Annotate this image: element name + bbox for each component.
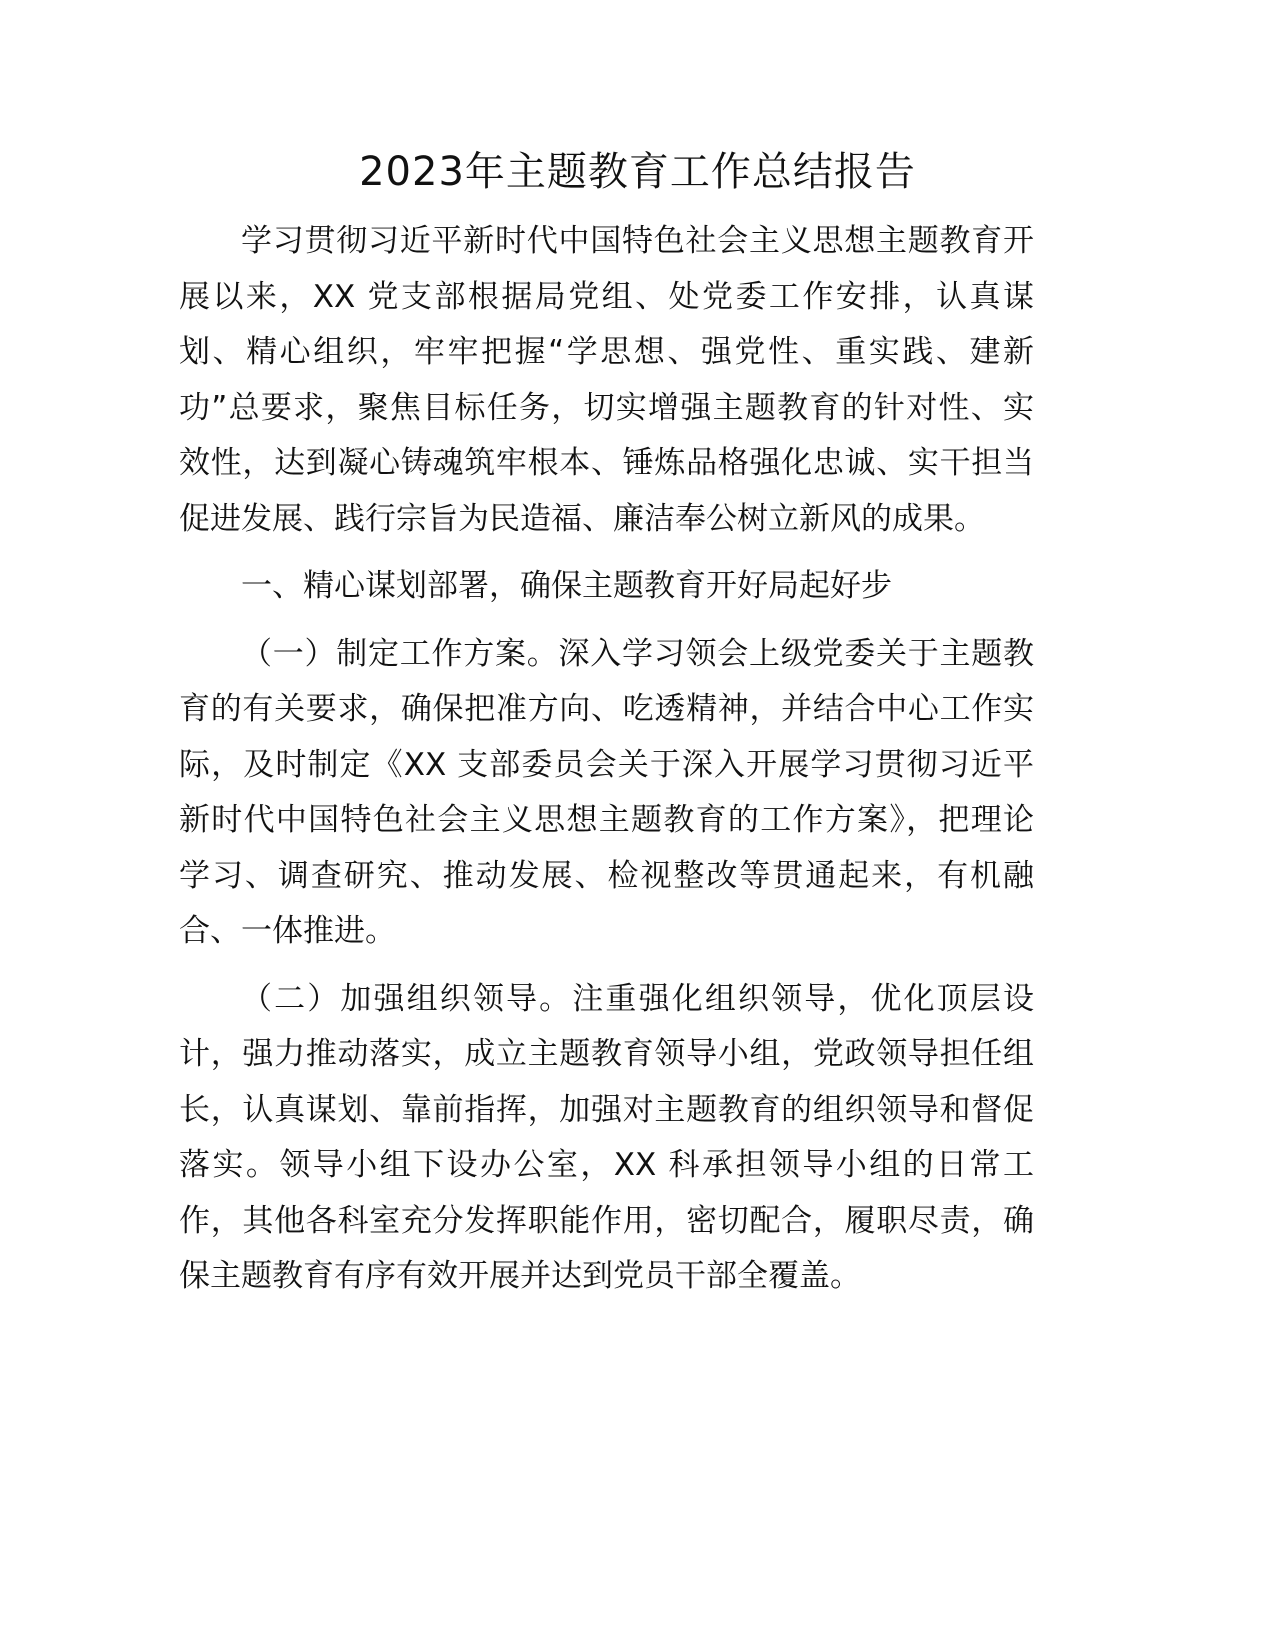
paragraph-line: 促进发展、践行宗旨为民造福、廉洁奉公树立新风的成果。 [179,500,985,537]
paragraph-line: 展以来，XX 党支部根据局党组、处党委工作安排，认真谋 [179,278,1034,315]
paragraph-line: 计，强力推动落实，成立主题教育领导小组，党政领导担任组 [179,1036,1034,1072]
document-title: 2023年主题教育工作总结报告 [359,149,916,195]
paragraph-line: （二）加强组织领导。注重强化组织领导，优化顶层设 [241,980,1034,1017]
document-body [179,214,1034,1317]
paragraph-line: 学习贯彻习近平新时代中国特色社会主义思想主题教育开 [241,223,1034,259]
subsection-1-paragraph [179,627,1034,960]
paragraph-line: 落实。领导小组下设办公室，XX 科承担领导小组的日常工 [179,1147,1034,1183]
paragraph-line: 际，及时制定《XX 支部委员会关于深入开展学习贯彻习近平 [179,746,1034,783]
intro-paragraph [179,214,1034,547]
paragraph-line: 合、一体推进。 [179,913,396,949]
paragraph-line: 效性，达到凝心铸魂筑牢根本、锤炼品格强化忠诚、实干担当 [179,445,1034,481]
paragraph-line: 保主题教育有序有效开展并达到党员干部全覆盖。 [179,1258,861,1294]
paragraph-line: 长，认真谋划、靠前指挥，加强对主题教育的组织领导和督促 [179,1091,1034,1128]
paragraph-line: 作，其他各科室充分发挥职能作用，密切配合，履职尽责，确 [179,1202,1034,1239]
paragraph-line: 功”总要求，聚焦目标任务，切实增强主题教育的针对性、实 [179,389,1034,426]
section-heading-text: 一、精心谋划部署，确保主题教育开好局起好步 [241,568,892,604]
paragraph-line: 划、精心组织，牢牢把握“学思想、强党性、重实践、建新 [179,334,1034,370]
paragraph-line: 新时代中国特色社会主义思想主题教育的工作方案》，把理论 [179,802,1034,838]
section-heading [179,559,1034,615]
subsection-2-paragraph [179,972,1034,1305]
paragraph-line: 学习、调查研究、推动发展、检视整改等贯通起来，有机融 [179,857,1034,894]
paragraph-line: 育的有关要求，确保把准方向、吃透精神，并结合中心工作实 [179,691,1034,727]
paragraph-line: （一）制定工作方案。深入学习领会上级党委关于主题教 [241,635,1034,672]
